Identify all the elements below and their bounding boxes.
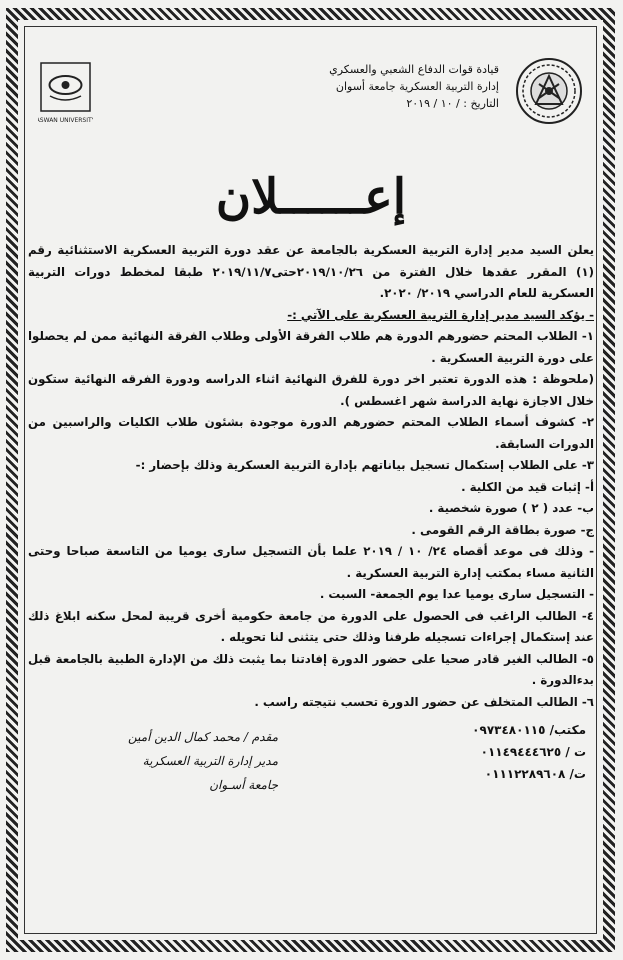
phone-2: ت/ ٠١١١٢٢٨٩٦٠٨ bbox=[484, 767, 586, 781]
signature-block bbox=[58, 725, 278, 797]
phone-1: ت / ٠١١٤٩٤٤٤٦٢٥ bbox=[480, 745, 586, 759]
header-line-command: قيادة قوات الدفاع الشعبي والعسكري bbox=[329, 63, 499, 76]
body-item-6: ٦- الطالب المتخلف عن حضور الدورة تحسب نتيجته راسب . bbox=[254, 694, 594, 709]
contact-info bbox=[426, 719, 586, 785]
body-item-4: ٤- الطالب الراغب فى الحصول على الدورة من جامعة حكومية أخرى قريبة لمحل سكنه ابلاغ ذلك عند إستكمال إجراءات تسجيله طرفنا وذلك حتى يتثنى لنا تحويله . bbox=[28, 608, 594, 644]
body-item-5: ٥- الطالب الغير قادر صحيا على حضور الدورة إفادتنا بما يثبت ذلك من الإدارة الطبية بالجامعة قبل بدءالدورة . bbox=[28, 651, 594, 687]
announcement-title: إعــــــلان bbox=[215, 169, 407, 225]
body-subitem-b: ب- عدد ( ٢ ) صورة شخصية . bbox=[428, 501, 594, 515]
header-line-department: إدارة التربية العسكرية جامعة أسوان bbox=[335, 80, 499, 93]
date-label: التاريخ bbox=[470, 97, 499, 110]
signatory-name: مقدم / محمد كمال الدين أمين bbox=[127, 730, 278, 744]
logo-caption: ASWAN UNIVERSITY bbox=[38, 117, 93, 124]
body-paragraph-emphasis: - يؤكد السيد مدير إدارة التربية العسكرية على الآتي :- bbox=[287, 307, 594, 322]
signatory-position: مدير إدارة التربية العسكرية bbox=[142, 754, 278, 768]
body-item-1: ١- الطلاب المحتم حضورهم الدورة هم طلاب الفرقة الأولى وطلاب الفرقة النهائية ممن لم يحصلوا على دورة التربية العسكرية . bbox=[28, 329, 594, 365]
office-phone: مكتب/ ٠٩٧٣٤٨٠١١٥ bbox=[472, 723, 586, 737]
body-paragraph-intro: يعلن السيد مدير إدارة التربية العسكرية بالجامعة عن عقد دورة التربية العسكرية الاستثنائية رقم (١) المقرر عقدها خلال الفترة من ٢٠١٩/١٠/٢٦حتى٢٠١٩/١١/٧ طبقا لمخطط دورات التربية العسكرية للعام الدراسي ٢٠١٩/ ٢٠٢٠. bbox=[28, 243, 594, 300]
letterhead bbox=[28, 36, 594, 146]
letterhead-text bbox=[239, 61, 499, 112]
military-emblem-icon bbox=[514, 56, 584, 126]
body-registration-days: - التسجيل سارى يوميا عدا يوم الجمعة- السبت . bbox=[319, 587, 594, 601]
body-subitem-c: ج- صورة بطاقة الرقم القومى . bbox=[411, 522, 594, 537]
announcement-body bbox=[28, 240, 594, 713]
body-subitem-a: أ- إثبات قيد من الكلية . bbox=[461, 479, 594, 494]
date-value: : / ١٠ / ٢٠١٩ bbox=[406, 97, 467, 110]
body-item-2: ٢- كشوف أسماء الطلاب المحتم حضورهم الدورة موجودة بشئون طلاب الكليات والراسبين من الدورات السابقة. bbox=[28, 415, 594, 451]
aswan-university-logo-icon bbox=[38, 60, 93, 126]
signatory-university: جامعة أسـوان bbox=[209, 778, 278, 792]
date-row bbox=[239, 95, 499, 112]
footer bbox=[28, 719, 594, 839]
body-note: (ملحوظة : هذه الدورة تعتبر اخر دورة للفرق النهائية اثناء الدراسه ودورة الفرقه النهائية ستكون خلال الاجازة نهاية الدراسة شهر اغسطس ). bbox=[28, 372, 594, 408]
body-deadline: - وذلك فى موعد أقصاه ٢٤/ ١٠ / ٢٠١٩ علما بأن التسجيل سارى يوميا من التاسعة صباحا وحتى الثانية مساء بمكتب إدارة التربية العسكرية . bbox=[28, 544, 594, 580]
document-content bbox=[28, 36, 594, 926]
body-item-3: ٣- على الطلاب إستكمال تسجيل بياناتهم بإدارة التربية العسكرية وذلك بإحضار :- bbox=[135, 458, 594, 472]
